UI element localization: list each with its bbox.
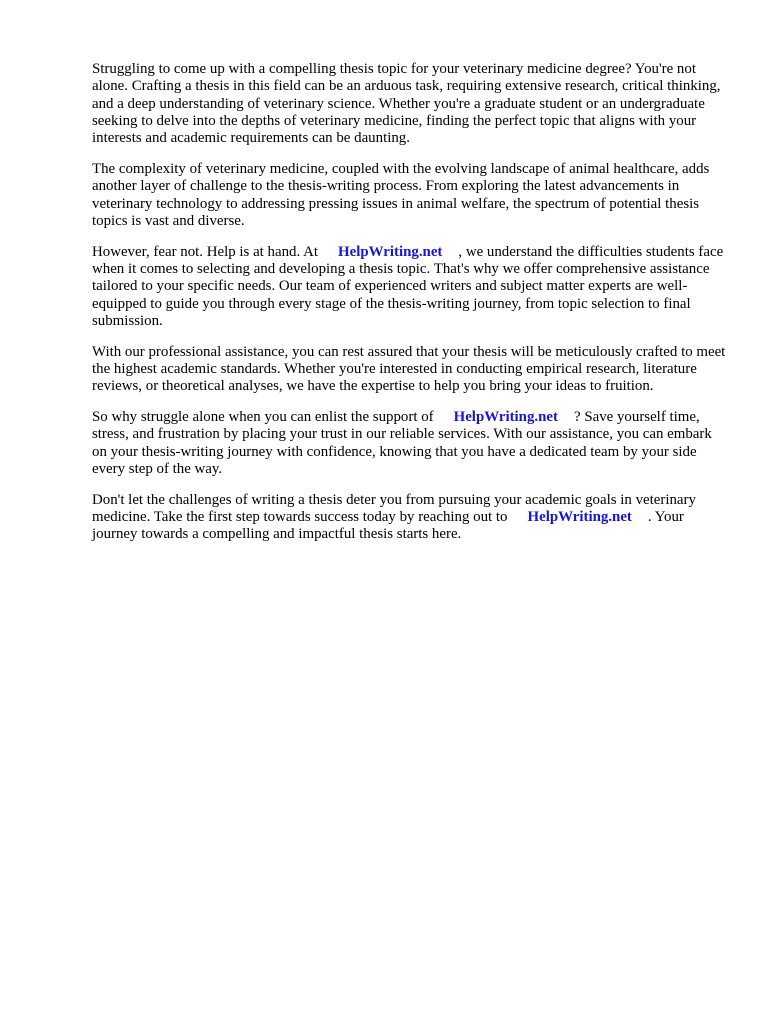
paragraph-professional-assistance: With our professional assistance, you can rest assured that your thesis will be meticulously crafted to meet the highest academic standards. Whether you're interested in conducting empirical research, literature reviews, or theoretical analyses, we have the expertise to help you bring your ideas to fruition. bbox=[92, 343, 726, 395]
document-body bbox=[92, 61, 728, 557]
paragraph-text-after: ? Save yourself time, stress, and frustration by placing your trust in our reliable services. With our assistance, you can embark on your thesis-writing journey with confidence, knowing that you have a dedicated team by your side every step of the way. bbox=[92, 409, 712, 477]
paragraph-complexity: The complexity of veterinary medicine, coupled with the evolving landscape of animal healthcare, adds another layer of challenge to the thesis-writing process. From exploring the latest advancements in veterinary technology to addressing pressing issues in animal welfare, the spectrum of potential thesis topics is vast and diverse. bbox=[92, 160, 710, 229]
helpwriting-link[interactable]: HelpWriting.net bbox=[338, 243, 443, 260]
paragraph-help-at-hand bbox=[92, 244, 728, 330]
paragraph-text-after: . Your journey towards a compelling and impactful thesis starts here. bbox=[92, 509, 684, 543]
paragraph-text-before: However, fear not. Help is at hand. At bbox=[92, 243, 319, 260]
paragraph-text-after: , we understand the difficulties students face when it comes to selecting and developing a thesis topic. That's why we offer comprehensive assistance tailored to your specific needs. Our team of experienced writers and subject matter experts are well-equipped to guide you through every stage of the thesis-writing journey, from topic selection to final submission. bbox=[92, 243, 724, 329]
paragraph-text-before: Don't let the challenges of writing a thesis deter you from pursuing your academic goals in veterinary medicine. Take the first step towards success today by reaching out to bbox=[92, 491, 696, 526]
helpwriting-link[interactable]: HelpWriting.net bbox=[527, 509, 632, 526]
paragraph-closing bbox=[92, 492, 728, 544]
paragraph-why-struggle bbox=[92, 409, 728, 478]
helpwriting-link[interactable]: HelpWriting.net bbox=[453, 409, 558, 426]
paragraph-text-before: So why struggle alone when you can enlist the support of bbox=[92, 409, 434, 426]
paragraph-intro: Struggling to come up with a compelling thesis topic for your veterinary medicine degree? You're not alone. Crafting a thesis in this field can be an arduous task, requiring extensive research, critical thinking, and a deep understanding of veterinary science. Whether you're a graduate student or an undergraduate seeking to delve into the depths of veterinary medicine, finding the perfect topic that aligns with your interests and academic requirements can be daunting. bbox=[92, 61, 721, 147]
